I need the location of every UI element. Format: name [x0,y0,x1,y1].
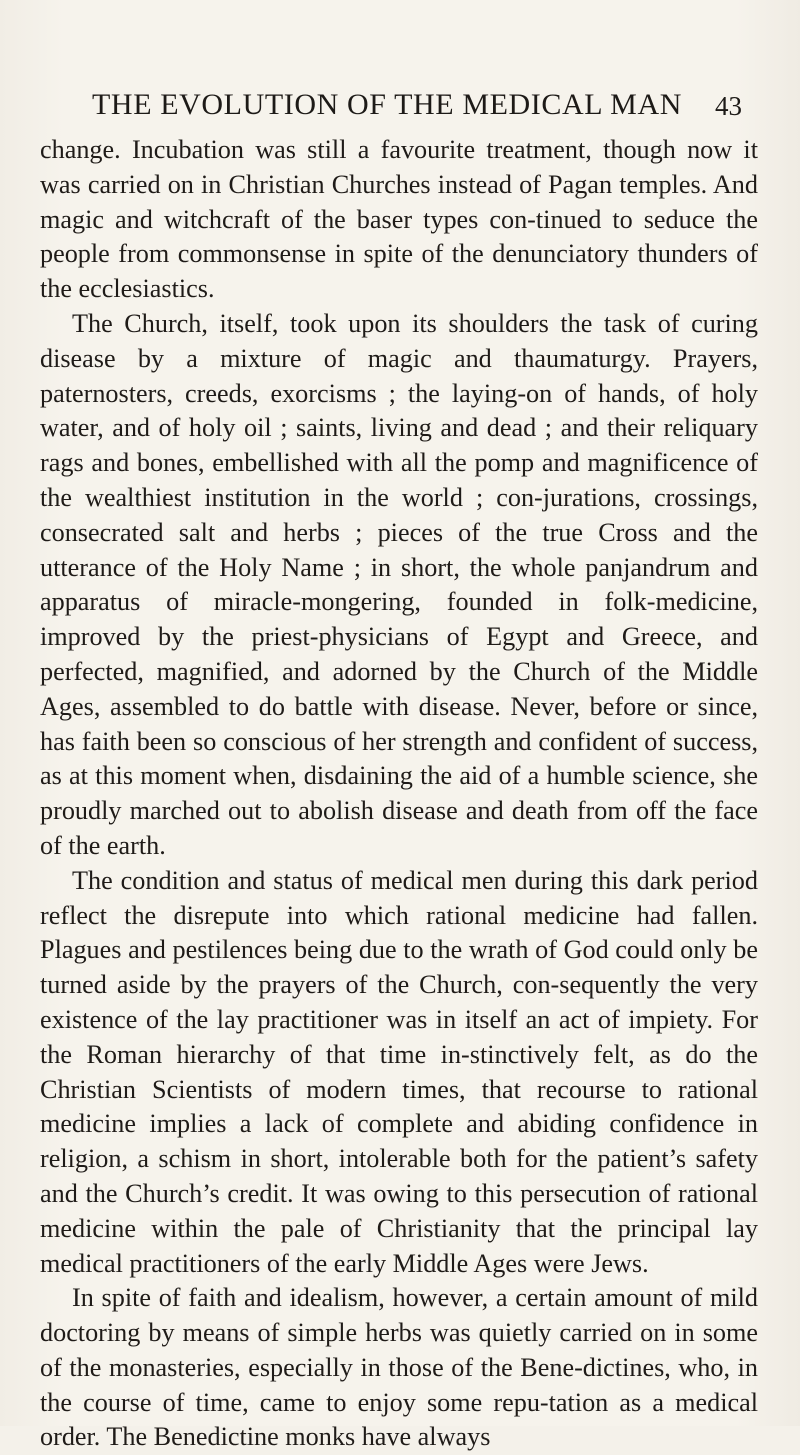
paragraph-2: The Church, itself, took upon its shoulders the task of curing disease by a mixture of magic and thaumaturgy. Prayers, paternosters, creeds, exorcisms ; the laying-on of hands, of holy water, and of holy oil ; saints, living and dead ; and their reliquary rags and bones, embellished with all the pomp and magnificence of the wealthiest institution in the world ; con-jurations, crossings, consecrated salt and herbs ; pieces of the true Cross and the utterance of the Holy Name ; in short, the whole panjandrum and apparatus of miracle-mongering, founded in folk-medicine, improved by the priest-physicians of Egypt and Greece, and perfected, magnified, and adorned by the Church of the Middle Ages, assembled to do battle with disease. Never, before or since, has faith been so conscious of her strength and confident of success, as at this moment when, disdaining the aid of a humble science, she proudly marched out to abolish disease and death from off the face of the earth. [40,308,758,860]
paragraph-3: The condition and status of medical men during this dark period reflect the disrepute into which rational medicine had fallen. Plagues and pestilences being due to the wrath of God could only be turned aside by the prayers of the Church, con-sequently the very existence of the lay practitioner was in itself an act of impiety. For the Roman hierarchy of that time in-stinctively felt, as do the Christian Scientists of modern times, that recourse to rational medicine implies a lack of complete and abiding confidence in religion, a schism in short, intolerable both for the patient’s safety and the Church’s credit. It was owing to this persecution of rational medicine within the pale of Christianity that the principal lay medical practitioners of the early Middle Ages were Jews. [40,865,758,1278]
running-head: THE EVOLUTION OF THE MEDICAL MAN [92,88,682,121]
page-header [92,88,742,128]
paragraph-4: In spite of faith and idealism, however, a certain amount of mild doctoring by means of simple herbs was quietly carried on in some of the monasteries, especially in those of the Bene-dictines, who, in the course of time, came to enjoy some repu-tation as a medical order. The Benedictine monks have always [40,1283,758,1452]
body-text [40,133,758,1455]
paragraph-1: change. Incubation was still a favourite treatment, though now it was carried on in Christian Churches instead of Pagan temples. And magic and witchcraft of the baser types con-tinued to seduce the people from commonsense in spite of the denunciatory thunders of the ecclesiastics. [40,135,758,304]
page-number: 43 [715,91,742,121]
